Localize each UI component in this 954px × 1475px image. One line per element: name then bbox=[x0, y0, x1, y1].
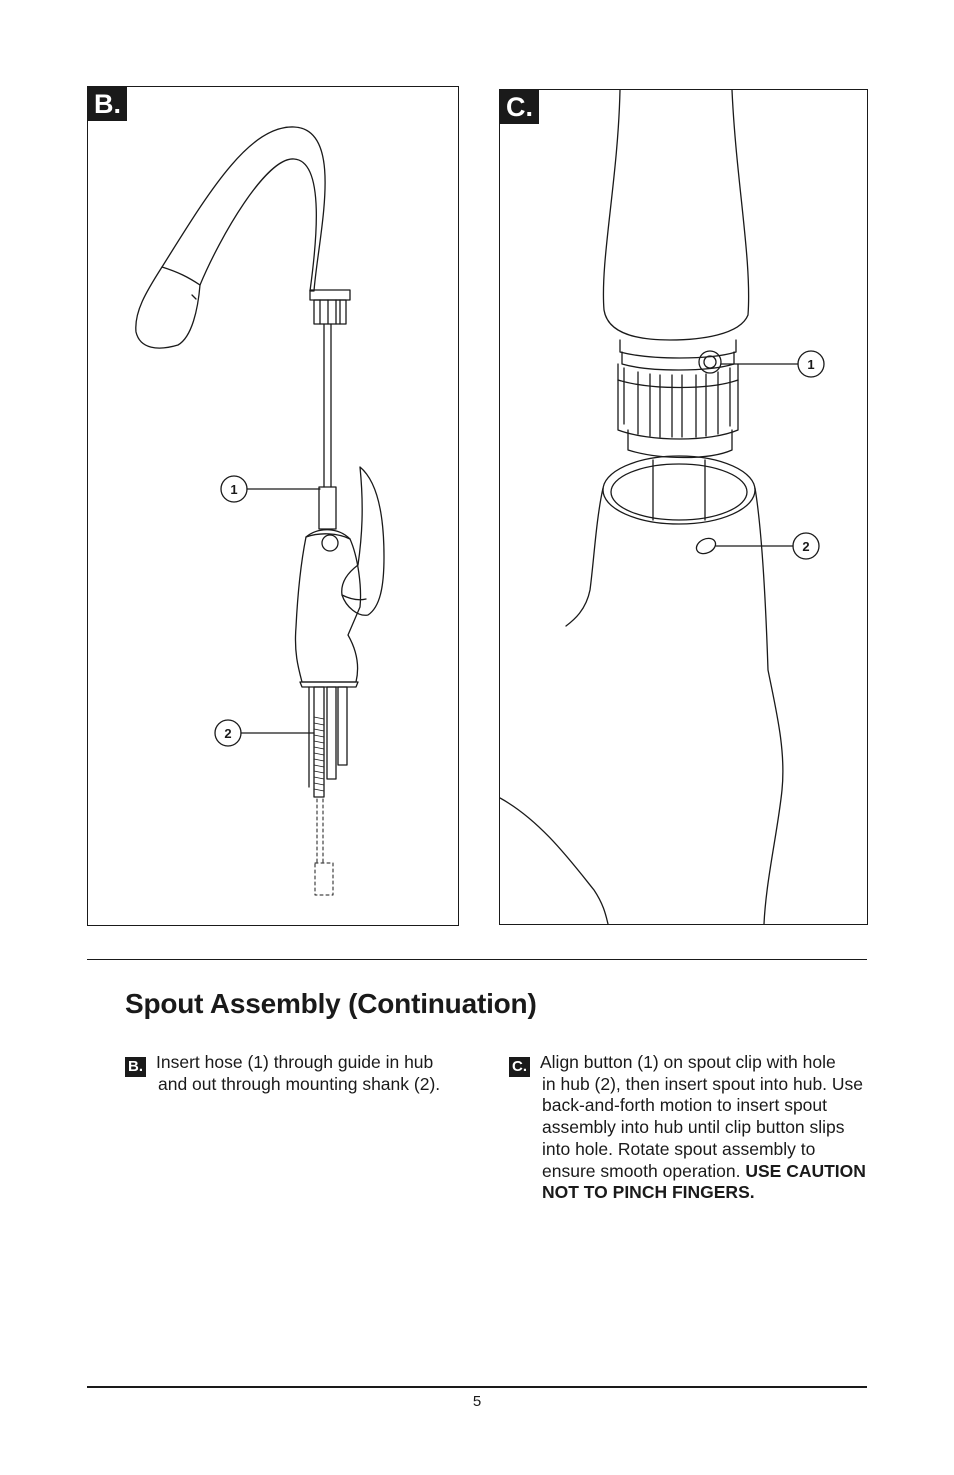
section-title: Spout Assembly (Continuation) bbox=[125, 988, 537, 1019]
step-b-text-line1: Insert hose (1) through guide in hub bbox=[156, 1052, 434, 1072]
step-b-instruction bbox=[125, 1052, 485, 1095]
footer-divider bbox=[87, 1386, 867, 1388]
step-c-instruction bbox=[509, 1052, 869, 1204]
figure-b-tag: B. bbox=[88, 87, 127, 121]
step-c-text-line1: Align button (1) on spout clip with hole bbox=[540, 1052, 836, 1072]
figure-c-panel bbox=[499, 89, 868, 925]
step-c-tag: C. bbox=[509, 1057, 530, 1077]
faucet-hose-illustration bbox=[88, 87, 458, 925]
caution-warning: USE CAUTION NOT TO PINCH FINGERS. bbox=[542, 1160, 866, 1203]
page-number: 5 bbox=[472, 1393, 482, 1410]
callout-1-label: 1 bbox=[230, 482, 238, 497]
step-c-body: in hub (2), then insert spout into hub. Use back-and-forth motion to insert spout assembly into hub until clip button slips into hole. Rotate spout assembly to ensure smooth operation. bbox=[542, 1073, 864, 1181]
figure-b-panel bbox=[87, 86, 459, 926]
callout-1-label: 1 bbox=[807, 357, 815, 372]
callout-2-label: 2 bbox=[224, 726, 232, 741]
step-b-tag: B. bbox=[125, 1057, 146, 1077]
section-divider bbox=[87, 959, 867, 960]
spout-hub-illustration bbox=[500, 90, 867, 924]
step-b-text-rest: and out through mounting shank (2). bbox=[158, 1073, 441, 1094]
callout-2-label: 2 bbox=[802, 539, 810, 554]
figure-c-tag: C. bbox=[500, 90, 539, 124]
step-c-text-rest bbox=[509, 1074, 869, 1204]
